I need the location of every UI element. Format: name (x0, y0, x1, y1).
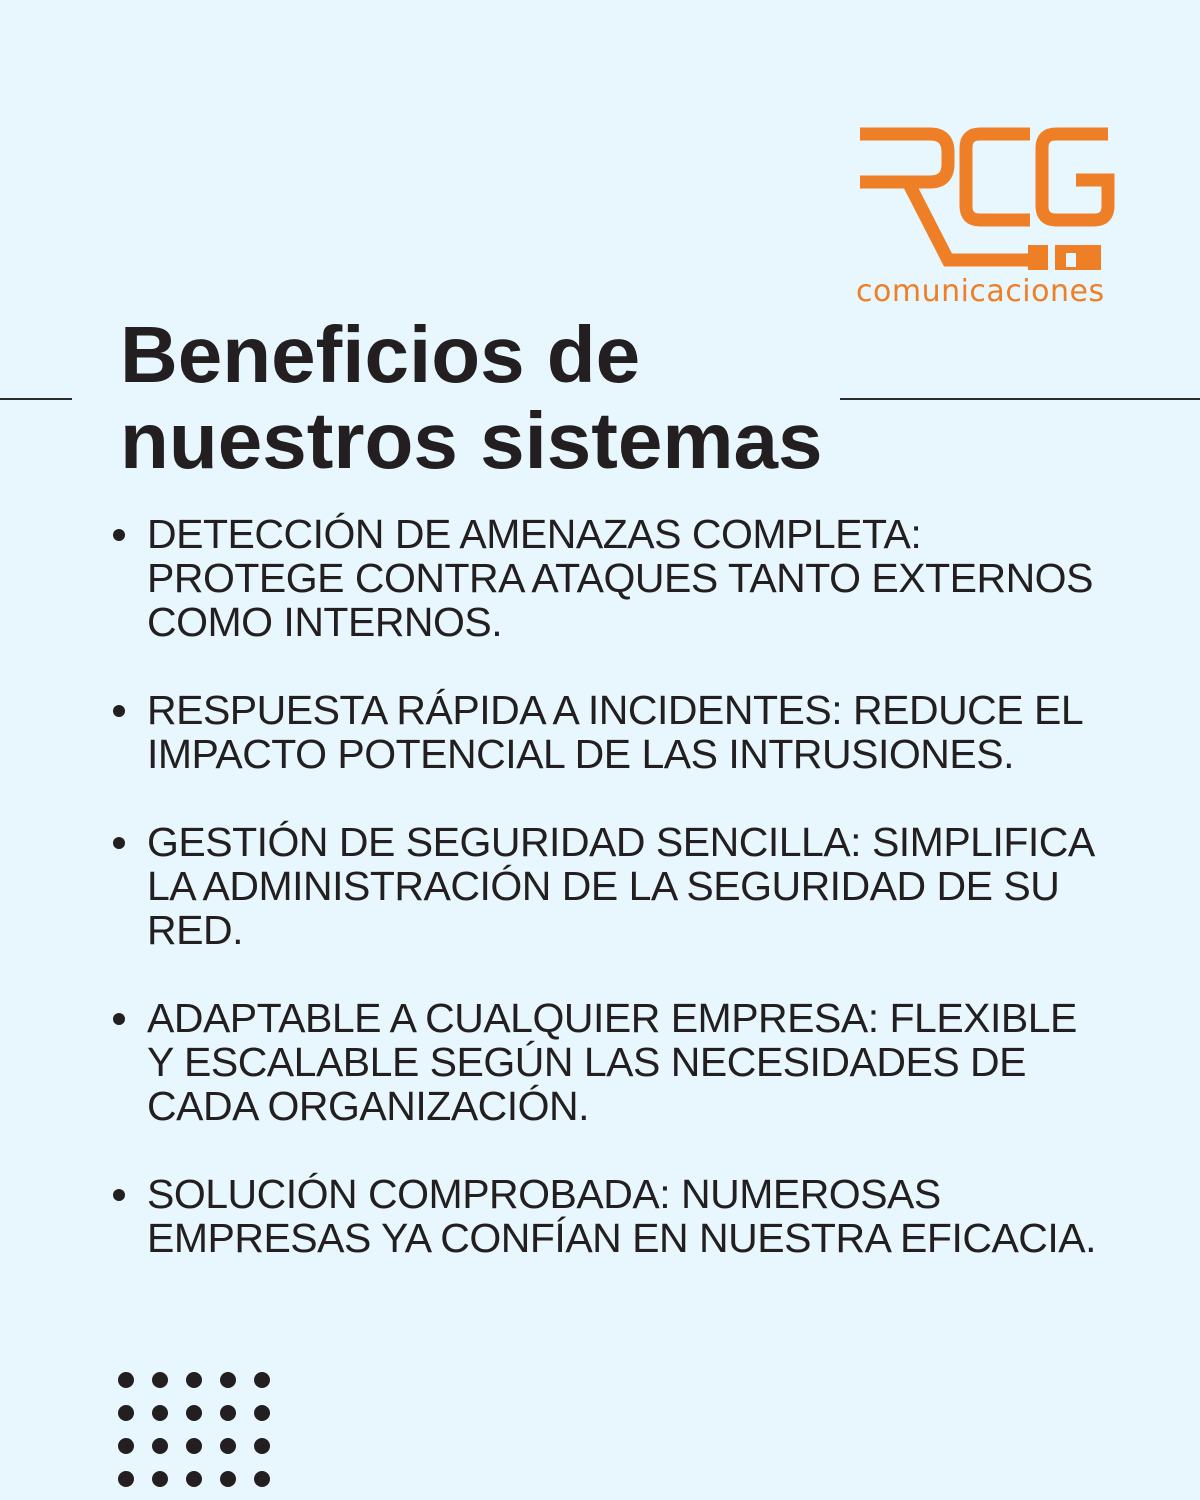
benefit-item (110, 688, 1110, 776)
dot-icon (186, 1372, 202, 1388)
bullet-icon (113, 1013, 125, 1025)
benefit-item (110, 512, 1110, 644)
divider-left (0, 398, 72, 400)
dot-icon (254, 1405, 270, 1421)
benefit-item (110, 996, 1110, 1128)
benefit-text: DETECCIÓN DE AMENAZAS COMPLETA: PROTEGE CONTRA ATAQUES TANTO EXTERNOS COMO INTERNOS. (147, 511, 1093, 645)
dot-icon (254, 1372, 270, 1388)
benefit-item (110, 820, 1110, 952)
page-title-line-2: nuestros sistemas (120, 396, 823, 485)
dot-icon (186, 1438, 202, 1454)
decorative-dot-grid-icon (118, 1372, 272, 1494)
dot-icon (220, 1405, 236, 1421)
dot-icon (220, 1471, 236, 1487)
page-title (120, 312, 823, 484)
benefits-list (110, 512, 1110, 1304)
bullet-icon (113, 837, 125, 849)
benefit-item (110, 1172, 1110, 1260)
dot-icon (152, 1471, 168, 1487)
dot-icon (118, 1405, 134, 1421)
divider-right (840, 398, 1200, 400)
page-title-line-1: Beneficios de (120, 310, 641, 399)
benefit-text: SOLUCIÓN COMPROBADA: NUMEROSAS EMPRESAS YA CONFÍAN EN NUESTRA EFICACIA. (147, 1171, 1097, 1261)
bullet-icon (113, 1189, 125, 1201)
dot-icon (220, 1438, 236, 1454)
rcg-logo (850, 120, 1120, 320)
benefit-text: RESPUESTA RÁPIDA A INCIDENTES: REDUCE EL IMPACTO POTENCIAL DE LAS INTRUSIONES. (147, 687, 1082, 777)
bullet-icon (113, 529, 125, 541)
benefit-text: GESTIÓN DE SEGURIDAD SENCILLA: SIMPLIFICA LA ADMINISTRACIÓN DE LA SEGURIDAD DE SU RED. (147, 819, 1093, 953)
dot-icon (118, 1372, 134, 1388)
dot-icon (152, 1438, 168, 1454)
rcg-logo-mark-icon (850, 120, 1120, 270)
dot-icon (152, 1405, 168, 1421)
dot-icon (152, 1372, 168, 1388)
dot-icon (118, 1438, 134, 1454)
dot-icon (220, 1372, 236, 1388)
dot-icon (118, 1471, 134, 1487)
dot-icon (186, 1405, 202, 1421)
logo-subtitle: comunicaciones (856, 274, 1105, 309)
benefit-text: ADAPTABLE A CUALQUIER EMPRESA: FLEXIBLE Y ESCALABLE SEGÚN LAS NECESIDADES DE CADA ORGANIZACIÓN. (147, 995, 1077, 1129)
bullet-icon (113, 705, 125, 717)
dot-icon (254, 1471, 270, 1487)
dot-icon (254, 1438, 270, 1454)
dot-icon (186, 1471, 202, 1487)
